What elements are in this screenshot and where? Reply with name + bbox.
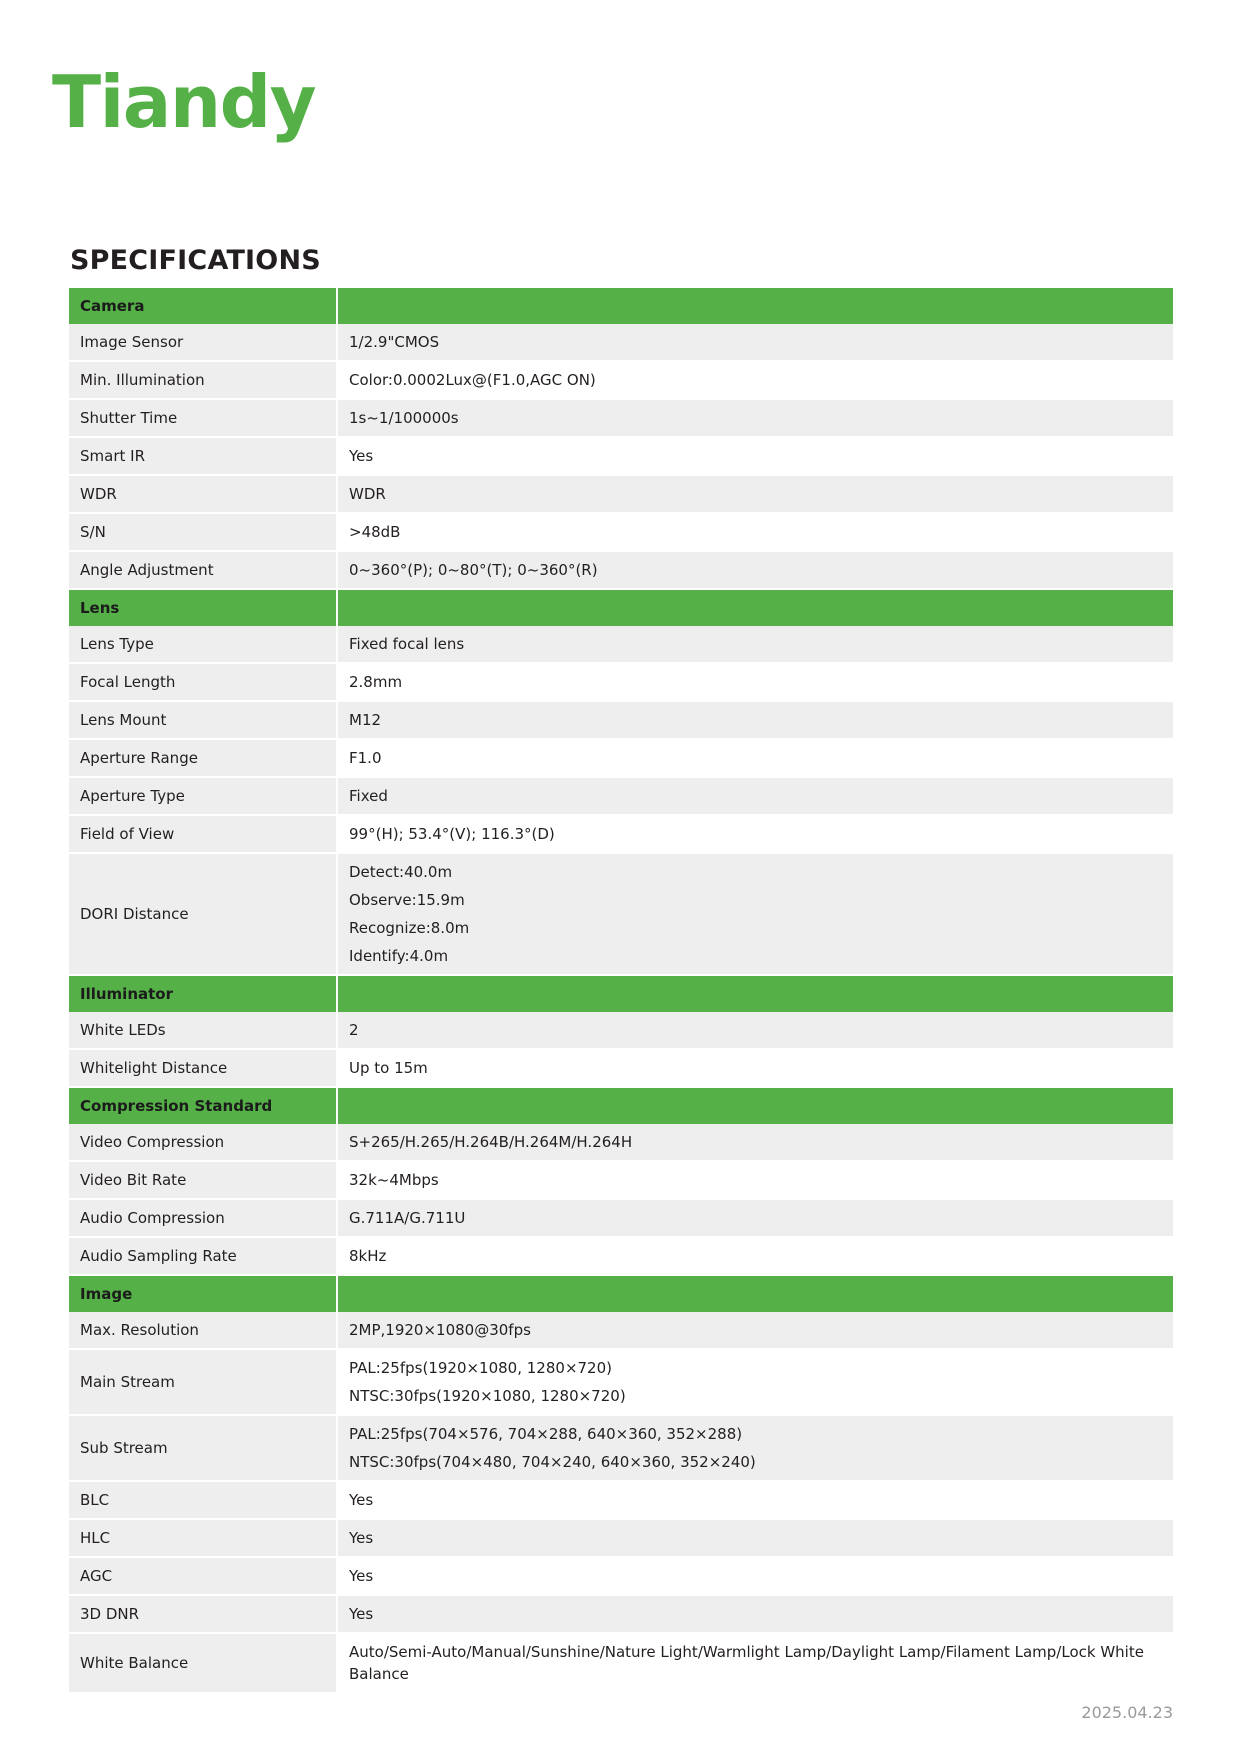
spec-row (69, 1199, 1173, 1237)
spec-row (69, 739, 1173, 777)
spec-value: >48dB (337, 513, 1173, 551)
section-title: Compression Standard (69, 1087, 337, 1124)
logo-text: Tiandy (52, 60, 316, 144)
spec-value: 99°(H); 53.4°(V); 116.3°(D) (337, 815, 1173, 853)
spec-label: DORI Distance (69, 853, 337, 975)
spec-value: 2 (337, 1012, 1173, 1049)
spec-value (337, 853, 1173, 975)
section-header-row (69, 288, 1173, 324)
spec-label: Lens Type (69, 626, 337, 663)
spec-label: BLC (69, 1481, 337, 1519)
spec-value-line: PAL:25fps(704×576, 704×288, 640×360, 352×288) (349, 1425, 743, 1443)
spec-value (337, 1349, 1173, 1415)
spec-value: Yes (337, 1595, 1173, 1633)
spec-value: Yes (337, 437, 1173, 475)
spec-label: Angle Adjustment (69, 551, 337, 589)
spec-value-line: Recognize:8.0m (349, 919, 470, 937)
spec-label: Video Bit Rate (69, 1161, 337, 1199)
spec-row (69, 815, 1173, 853)
spec-row (69, 701, 1173, 739)
spec-value: G.711A/G.711U (337, 1199, 1173, 1237)
section-header-filler (337, 1275, 1173, 1312)
section-title: Camera (69, 288, 337, 324)
spec-value: 1s~1/100000s (337, 399, 1173, 437)
spec-row (69, 1161, 1173, 1199)
spec-value: 8kHz (337, 1237, 1173, 1275)
section-header-row (69, 975, 1173, 1012)
spec-label: Audio Sampling Rate (69, 1237, 337, 1275)
section-header-row (69, 1275, 1173, 1312)
spec-label: Shutter Time (69, 399, 337, 437)
spec-label: S/N (69, 513, 337, 551)
spec-label: Min. Illumination (69, 361, 337, 399)
spec-value: WDR (337, 475, 1173, 513)
section-header-filler (337, 975, 1173, 1012)
section-header-filler (337, 288, 1173, 324)
spec-row (69, 437, 1173, 475)
spec-label: Lens Mount (69, 701, 337, 739)
page-title: SPECIFICATIONS (70, 245, 321, 276)
section-header-row (69, 589, 1173, 626)
spec-row (69, 1349, 1173, 1415)
spec-row (69, 1237, 1173, 1275)
section-header-row (69, 1087, 1173, 1124)
spec-row (69, 1633, 1173, 1693)
spec-row (69, 1519, 1173, 1557)
spec-row (69, 1595, 1173, 1633)
spec-label: Aperture Type (69, 777, 337, 815)
section-title: Image (69, 1275, 337, 1312)
spec-label: Sub Stream (69, 1415, 337, 1481)
spec-row (69, 777, 1173, 815)
spec-label: Smart IR (69, 437, 337, 475)
spec-value: 1/2.9"CMOS (337, 324, 1173, 361)
spec-value: 0~360°(P); 0~80°(T); 0~360°(R) (337, 551, 1173, 589)
spec-row (69, 1557, 1173, 1595)
spec-row (69, 513, 1173, 551)
spec-row (69, 1012, 1173, 1049)
footer-date: 2025.04.23 (1081, 1703, 1173, 1722)
spec-row (69, 853, 1173, 975)
spec-row (69, 324, 1173, 361)
spec-row (69, 1312, 1173, 1349)
spec-value: Yes (337, 1557, 1173, 1595)
spec-label: AGC (69, 1557, 337, 1595)
spec-label: Main Stream (69, 1349, 337, 1415)
spec-value: Fixed focal lens (337, 626, 1173, 663)
section-title: Lens (69, 589, 337, 626)
spec-value: 32k~4Mbps (337, 1161, 1173, 1199)
spec-value-line: Observe:15.9m (349, 891, 465, 909)
spec-value: Up to 15m (337, 1049, 1173, 1087)
tiandy-logo (52, 52, 352, 152)
spec-label: Audio Compression (69, 1199, 337, 1237)
spec-row (69, 1481, 1173, 1519)
spec-row (69, 551, 1173, 589)
spec-row (69, 399, 1173, 437)
spec-label: Aperture Range (69, 739, 337, 777)
spec-row (69, 663, 1173, 701)
specifications-table (69, 288, 1173, 1694)
spec-row (69, 361, 1173, 399)
spec-row (69, 1049, 1173, 1087)
spec-row (69, 1124, 1173, 1161)
spec-value: S+265/H.265/H.264B/H.264M/H.264H (337, 1124, 1173, 1161)
spec-row (69, 1415, 1173, 1481)
section-title: Illuminator (69, 975, 337, 1012)
spec-label: 3D DNR (69, 1595, 337, 1633)
section-header-filler (337, 1087, 1173, 1124)
spec-label: White Balance (69, 1633, 337, 1693)
spec-value-line: NTSC:30fps(1920×1080, 1280×720) (349, 1387, 626, 1405)
spec-label: White LEDs (69, 1012, 337, 1049)
spec-label: HLC (69, 1519, 337, 1557)
spec-row (69, 475, 1173, 513)
spec-value (337, 1415, 1173, 1481)
spec-label: Whitelight Distance (69, 1049, 337, 1087)
spec-value: Yes (337, 1481, 1173, 1519)
spec-value-line: NTSC:30fps(704×480, 704×240, 640×360, 352×240) (349, 1453, 756, 1471)
spec-label: Video Compression (69, 1124, 337, 1161)
spec-label: Field of View (69, 815, 337, 853)
spec-value-line: Identify:4.0m (349, 947, 449, 965)
spec-value: F1.0 (337, 739, 1173, 777)
spec-value-line: PAL:25fps(1920×1080, 1280×720) (349, 1359, 612, 1377)
spec-value: 2MP,1920×1080@30fps (337, 1312, 1173, 1349)
spec-label: Focal Length (69, 663, 337, 701)
spec-value: Yes (337, 1519, 1173, 1557)
spec-value: 2.8mm (337, 663, 1173, 701)
spec-label: Image Sensor (69, 324, 337, 361)
spec-value: Auto/Semi-Auto/Manual/Sunshine/Nature Light/Warmlight Lamp/Daylight Lamp/Filament Lamp/Lock White Balance (337, 1633, 1173, 1693)
spec-label: Max. Resolution (69, 1312, 337, 1349)
spec-value: Fixed (337, 777, 1173, 815)
spec-value: Color:0.0002Lux@(F1.0,AGC ON) (337, 361, 1173, 399)
spec-value: M12 (337, 701, 1173, 739)
spec-value-line: Detect:40.0m (349, 863, 453, 881)
section-header-filler (337, 589, 1173, 626)
spec-row (69, 626, 1173, 663)
spec-label: WDR (69, 475, 337, 513)
